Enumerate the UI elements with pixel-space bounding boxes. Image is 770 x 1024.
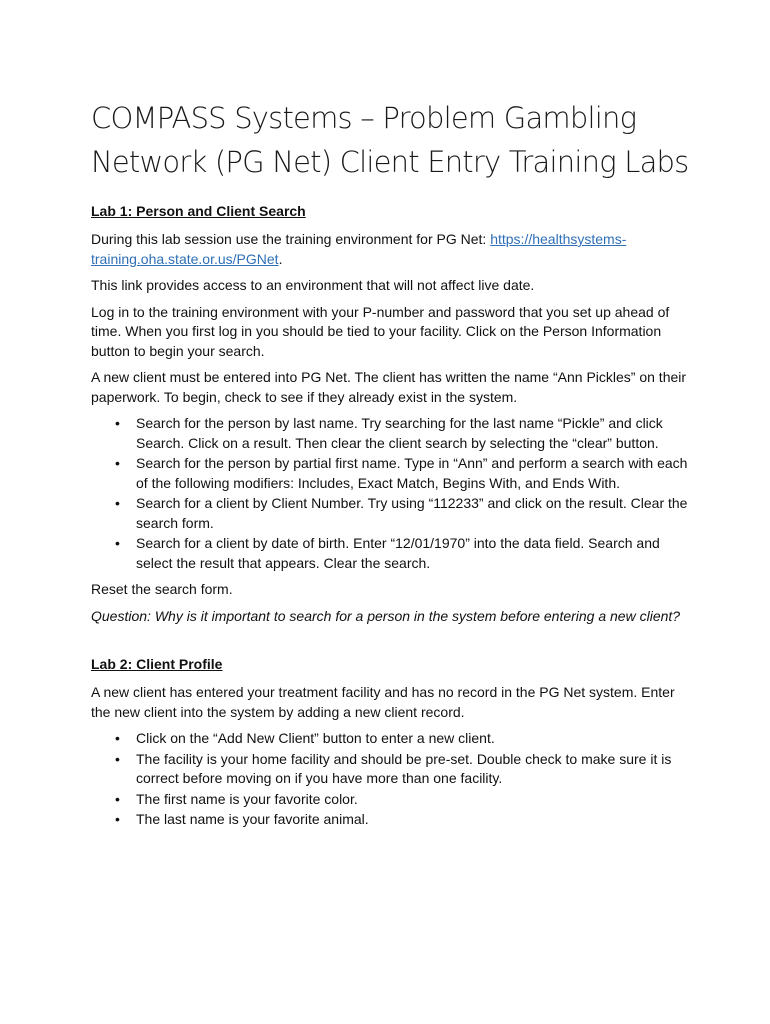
document-page [91,96,691,837]
bullet-icon: • [115,730,120,746]
lab1-question: Question: Why is it important to search for a person in the system before entering a new client? [91,607,681,624]
list-item [115,790,691,810]
lab2-bullet-list [91,729,691,830]
training-environment-link[interactable]: https://healthsystems-training.oha.state.or.us/PGNet [91,231,627,267]
list-item [115,494,691,533]
lab1-intro [91,230,691,269]
lab2-heading: Lab 2: Client Profile [91,656,223,672]
bullet-icon: • [115,750,120,767]
lab1-intro-text: During this lab session use the training environment for PG Net: [91,231,491,247]
lab1-intro-suffix: . [278,250,283,267]
list-item-text: Search for the person by partial first name. Type in “Ann” and perform a search with each of the following modifiers: Includes, Exact Match, Begins With, and Ends With. [136,455,688,491]
list-item-text: The last name is your favorite animal. [136,811,369,827]
lab1-paragraph-2: This link provides access to an environment that will not affect live date. [91,277,535,293]
lab1-bullet-list [91,414,691,573]
list-item-text: Search for a client by Client Number. Try using “112233” and click on the result. Clear the search form. [136,495,688,531]
bullet-icon: • [115,811,120,827]
list-item-text: Click on the “Add New Client” button to enter a new client. [136,730,495,746]
list-item-text: Search for a client by date of birth. Enter “12/01/1970” into the data field. Search and select the result that appears. Clear the search. [136,535,660,571]
bullet-icon: • [115,790,120,807]
section-spacer [91,633,691,655]
list-item [115,534,691,573]
lab2-intro: A new client has entered your treatment facility and has no record in the PG Net system. Enter the new client into the system by adding a new client record. [91,684,675,720]
list-item [115,729,691,749]
list-item [115,454,691,493]
list-item [115,810,691,830]
lab1-paragraph-4: A new client must be entered into PG Net. The client has written the name “Ann Pickles” on their paperwork. To begin, check to see if they already exist in the system. [91,369,687,405]
lab1-paragraph-3: Log in to the training environment with your P-number and password that you set up ahead of time. When you first log in you should be tied to your facility. Click on the Person Information button to begin your search. [91,303,670,359]
list-item [115,750,691,789]
lab1-heading: Lab 1: Person and Client Search [91,203,306,219]
list-item-text: Search for the person by last name. Try searching for the last name “Pickle” and click Search. Click on a result. Then clear the client search by selecting the “clear” button. [136,415,663,451]
list-item [115,414,691,453]
bullet-icon: • [115,415,120,431]
bullet-icon: • [115,455,120,471]
bullet-icon: • [115,535,120,551]
list-item-text: The first name is your favorite color. [136,790,358,807]
bullet-icon: • [115,495,120,511]
document-title: COMPASS Systems – Problem Gambling Network (PG Net) Client Entry Training Labs [91,101,689,179]
lab1-reset-instruction: Reset the search form. [91,581,233,597]
list-item-text: The facility is your home facility and should be pre-set. Double check to make sure it is correct before moving on if you have more than one facility. [136,750,672,786]
